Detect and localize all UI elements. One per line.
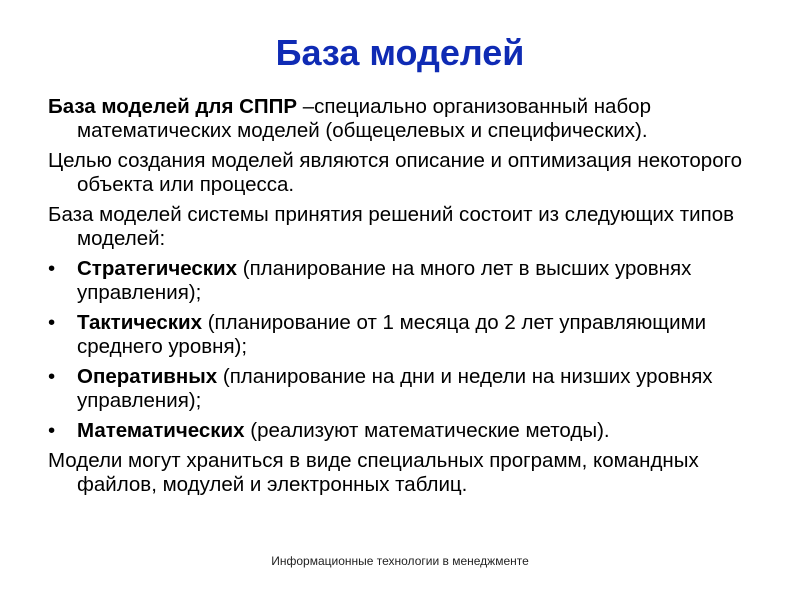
bullet-text: (реализуют математические методы). [244,419,610,442]
bullet-mathematical [48,419,768,443]
bullet-tactical [48,311,768,359]
bullet-marker: • [48,311,56,334]
definition-term: База моделей для СППР [48,95,298,118]
bullet-text: (планирование от 1 месяца до 2 лет управляющими среднего уровня); [77,311,707,358]
bullet-strategic [48,257,768,305]
bullet-term: Стратегических [77,257,238,280]
bullet-marker: • [48,419,56,442]
paragraph-types-intro: База моделей системы принятия решений состоит из следующих типов моделей: [48,203,734,250]
bullet-term: Оперативных [77,365,218,388]
bullet-term: Тактических [77,311,203,334]
bullet-marker: • [48,365,56,388]
bullet-marker: • [48,257,56,280]
definition-text: –специально организованный набор математических моделей (общецелевых и специфических). [77,95,651,142]
paragraph-definition [48,95,768,143]
bullet-text: (планирование на дни и недели на низших уровнях управления); [77,365,713,412]
bullet-term: Математических [77,419,245,442]
bullet-operational [48,365,768,413]
slide-footer: Информационные технологии в менеджменте [271,554,529,568]
paragraph-storage: Модели могут храниться в виде специальных программ, командных файлов, модулей и электронных таблиц. [48,449,699,496]
paragraph-goal: Целью создания моделей являются описание и оптимизация некоторого объекта или процесса. [48,149,743,196]
bullet-text: (планирование на много лет в высших уровнях управления); [77,257,692,304]
slide-title: База моделей [275,32,525,73]
slide-body [48,95,768,503]
